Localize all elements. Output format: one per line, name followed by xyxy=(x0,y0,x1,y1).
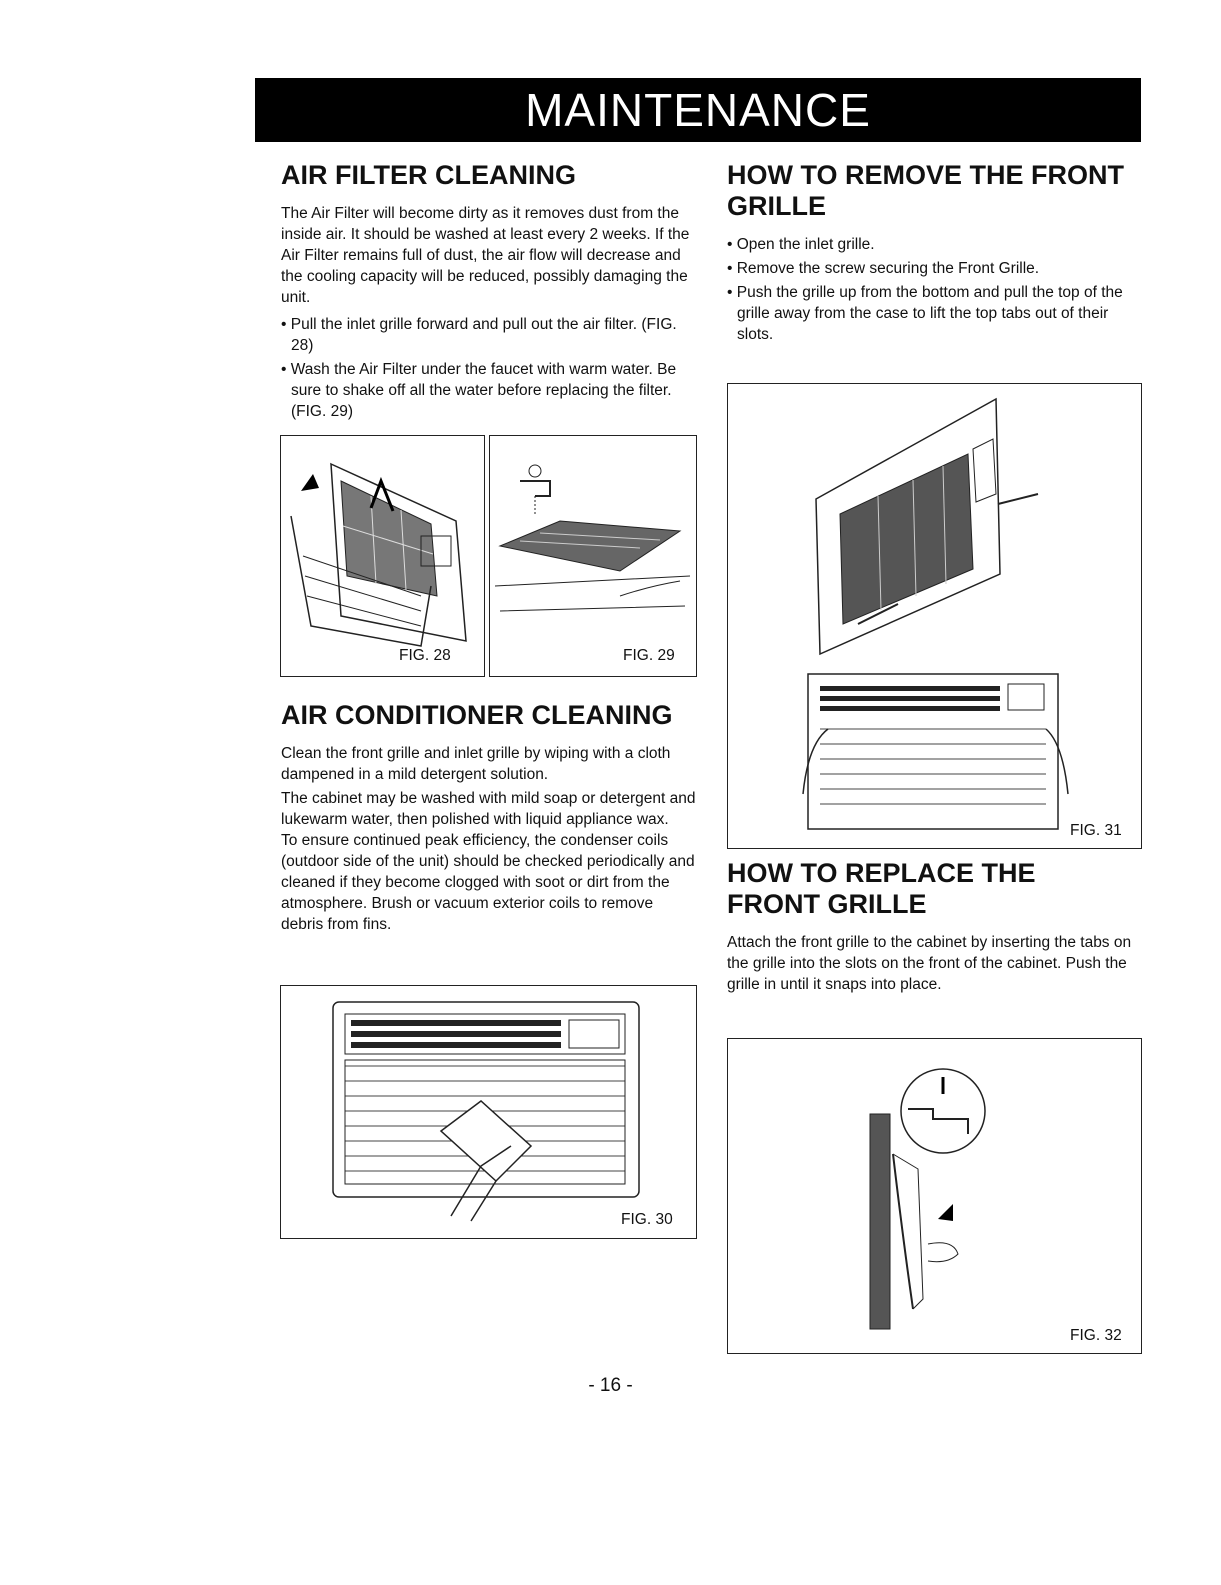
page-banner: MAINTENANCE xyxy=(255,78,1141,142)
figure-31 xyxy=(727,383,1142,849)
grille-removal-illustration xyxy=(728,384,1141,848)
page-number: - 16 - xyxy=(588,1375,633,1396)
remove-grille-heading: HOW TO REMOVE THE FRONT GRILLE xyxy=(727,160,1124,221)
fig-30-label: FIG. 30 xyxy=(621,1211,673,1228)
fig-32-label: FIG. 32 xyxy=(1070,1327,1122,1344)
ac-cleaning-para-1: Clean the front grille and inlet grille by wiping with a cloth dampened in a mild detergent solution. xyxy=(281,745,671,783)
remove-grille-section xyxy=(727,160,1137,348)
filter-washing-illustration xyxy=(490,436,696,676)
remove-grille-step-2: • Remove the screw securing the Front Grille. xyxy=(727,258,1137,279)
grille-replacement-illustration xyxy=(728,1039,1141,1353)
air-filter-step-2: • Wash the Air Filter under the faucet with warm water. Be sure to shake off all the water before replacing the filter. (FIG. 29) xyxy=(281,359,697,422)
figure-29 xyxy=(489,435,697,677)
ac-cleaning-section xyxy=(281,700,697,935)
figure-32 xyxy=(727,1038,1142,1354)
filter-removal-illustration xyxy=(281,436,484,676)
air-filter-section xyxy=(281,160,697,425)
fig-28-label: FIG. 28 xyxy=(399,647,451,664)
air-filter-body: The Air Filter will become dirty as it removes dust from the inside air. It should be washed at least every 2 weeks. If the Air Filter remains full of dust, the air flow will decrease and the cooling capacity will be reduced, possibly damaging the unit. xyxy=(281,205,690,306)
replace-grille-heading: HOW TO REPLACE THE FRONT GRILLE xyxy=(727,858,1036,919)
replace-grille-section xyxy=(727,858,1137,995)
air-filter-heading: AIR FILTER CLEANING xyxy=(281,160,576,190)
cabinet-wiping-illustration xyxy=(281,986,696,1238)
ac-cleaning-heading: AIR CONDITIONER CLEANING xyxy=(281,700,673,730)
replace-grille-body: Attach the front grille to the cabinet by inserting the tabs on the grille into the slots on the front of the cabinet. Push the grille in until it snaps into place. xyxy=(727,934,1132,993)
ac-cleaning-para-2: The cabinet may be washed with mild soap or detergent and lukewarm water, then polished with liquid appliance wax. xyxy=(281,790,696,828)
fig-31-label: FIG. 31 xyxy=(1070,822,1122,839)
figure-30 xyxy=(280,985,697,1239)
figure-28 xyxy=(280,435,485,677)
remove-grille-step-1: • Open the inlet grille. xyxy=(727,234,1137,255)
ac-cleaning-para-3: To ensure continued peak efficiency, the condenser coils (outdoor side of the unit) should be checked periodically and cleaned if they become clogged with soot or dirt from the atmosphere. Brush or vacuum exterior coils to remove debris from fins. xyxy=(281,832,695,933)
remove-grille-step-3: • Push the grille up from the bottom and pull the top of the grille away from the case to lift the top tabs out of their slots. xyxy=(727,282,1137,345)
air-filter-step-1: • Pull the inlet grille forward and pull out the air filter. (FIG. 28) xyxy=(281,314,697,356)
fig-29-label: FIG. 29 xyxy=(623,647,675,664)
